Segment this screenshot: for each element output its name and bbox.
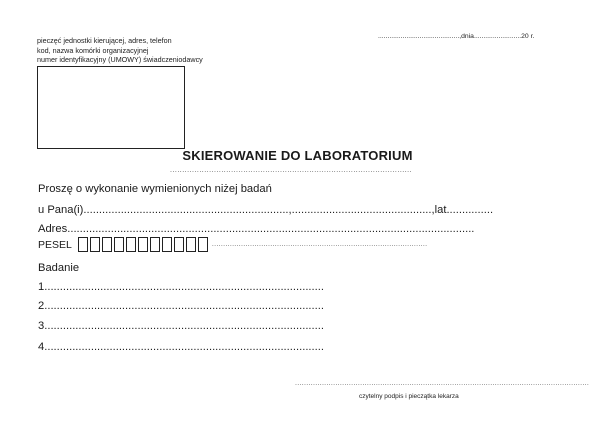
tests-label: Badanie	[38, 262, 80, 274]
signature-line[interactable]: ...................................................................................................................................	[295, 380, 590, 387]
pesel-digit-cell[interactable]	[138, 237, 148, 252]
pesel-digit-cell[interactable]	[162, 237, 172, 252]
stamp-line-2: kod, nazwa komórki organizacyjnej	[37, 45, 149, 55]
stamp-description	[37, 36, 203, 65]
pesel-digit-cell[interactable]	[90, 237, 100, 252]
stamp-line-1: pieczęć jednostki kierującej, adres, telefon	[37, 36, 172, 45]
test-line-3[interactable]: 3..........................................................................................	[38, 320, 324, 332]
pesel-digit-cell[interactable]	[174, 237, 184, 252]
pesel-digit-cell[interactable]	[78, 237, 88, 252]
test-line-4[interactable]: 4..........................................................................................	[38, 341, 324, 353]
pesel-label: PESEL	[38, 238, 72, 251]
pesel-dotted-line[interactable]: ................................................................................................	[211, 241, 428, 248]
test-line-1[interactable]: 1..........................................................................................	[38, 281, 324, 293]
title-dotted-line[interactable]: ...................................................................................................	[170, 167, 413, 174]
stamp-box[interactable]	[37, 66, 185, 149]
stamp-line-3: numer identyfikacyjny (UMOWY) świadczeniodawcy	[37, 55, 203, 65]
form-title: SKIEROWANIE DO LABORATORIUM	[182, 148, 413, 163]
pesel-cells	[78, 237, 210, 252]
pesel-row	[38, 237, 427, 252]
request-text: Proszę o wykonanie wymienionych niżej badań	[38, 183, 272, 195]
place-date-field[interactable]: ...........................................,dnia.........................20 r.	[378, 33, 535, 40]
pesel-digit-cell[interactable]	[150, 237, 160, 252]
signature-caption: czytelny podpis i pieczątka lekarza	[359, 393, 459, 400]
pesel-digit-cell[interactable]	[126, 237, 136, 252]
test-line-2[interactable]: 2..........................................................................................	[38, 300, 324, 312]
pesel-digit-cell[interactable]	[102, 237, 112, 252]
patient-name-age-field[interactable]: u Pana(i)..................................................................,.............................................,lat...............	[38, 204, 494, 216]
pesel-digit-cell[interactable]	[198, 237, 208, 252]
pesel-digit-cell[interactable]	[114, 237, 124, 252]
pesel-digit-cell[interactable]	[186, 237, 196, 252]
address-field[interactable]: Adres...................................................................................................................................	[38, 223, 475, 235]
